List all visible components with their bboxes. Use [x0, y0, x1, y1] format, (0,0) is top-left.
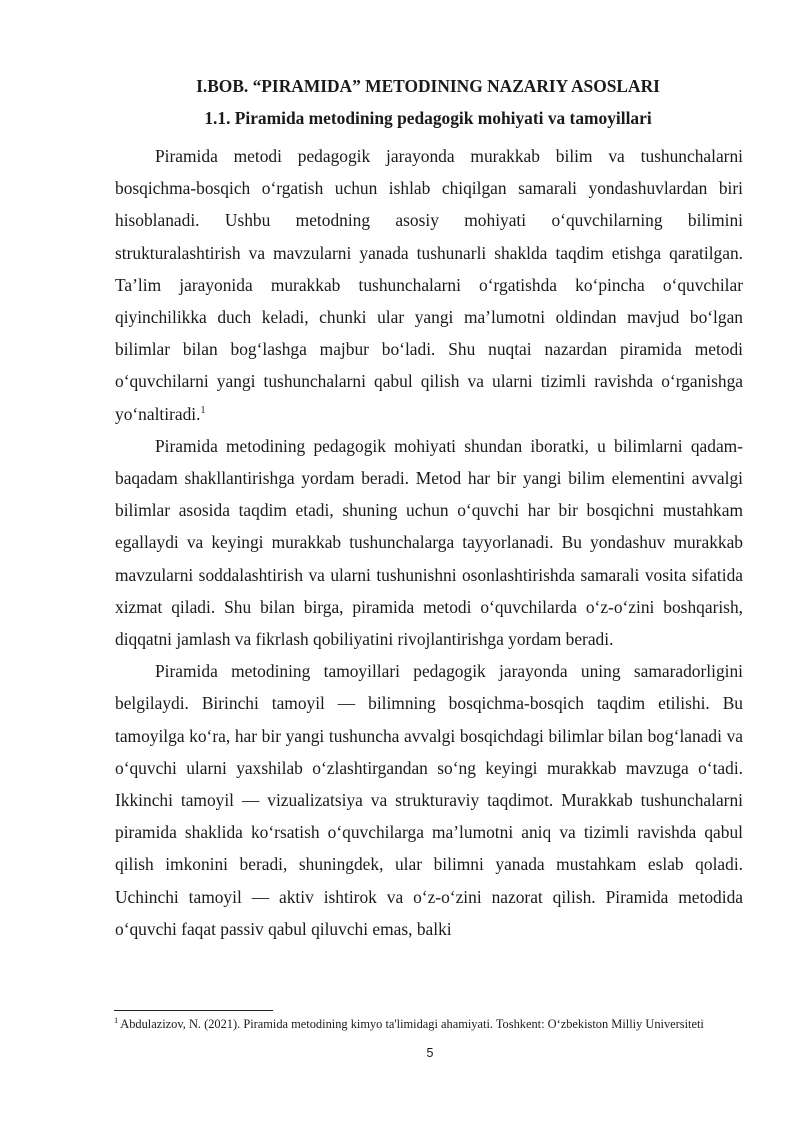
page-number: 5 [426, 1046, 434, 1060]
body-text [115, 140, 743, 945]
section-title: 1.1. Piramida metodining pedagogik mohiyati va tamoyillari [204, 108, 652, 128]
footnote-text: Abdulazizov, N. (2021). Piramida metodining kimyo ta'limidagi ahamiyati. Toshkent: O‘zbekiston Milliy Universiteti [120, 1017, 704, 1031]
footnote [114, 1016, 742, 1033]
footnote-mark: 1 [114, 1014, 119, 1025]
paragraph-3 [115, 655, 743, 945]
paragraph-2-text: Piramida metodining pedagogik mohiyati shundan iboratki, u bilimlarni qadam-baqadam shakllantirishga yordam beradi. Metod har bir yangi bilim elementini avvalgi bilimlar asosida taqdim etadi, shuning uchun o‘quvchi har bir bosqichni mustahkam egallaydi va keyingi murakkab tushunchalarga tayyorlanadi. Bu yondashuv murakkab mavzularni soddalashtirish va ularni tushunishni osonlashtirishda samarali vosita sifatida xizmat qiladi. Shu bilan birga, piramida metodi o‘quvchilarda o‘z-o‘zini boshqarish, diqqatni jamlash va fikrlash qobiliyatini rivojlantirishga yordam beradi. [115, 435, 743, 650]
paragraph-1 [115, 140, 743, 430]
paragraph-1-text: Piramida metodi pedagogik jarayonda murakkab bilim va tushunchalarni bosqichma-bosqich o‘rgatish uchun ishlab chiqilgan samarali yondashuvlardan biri hisoblanadi. Ushbu metodning asosiy mohiyati o‘quvchilarning bilimini strukturalashtirish va mavzularni yanada tushunarli shaklda taqdim etishga qaratilgan. Ta’lim jarayonida murakkab tushunchalarni o‘rgatishda ko‘pincha o‘quvchilar qiyinchilikka duch keladi, chunki ular yangi ma’lumotni oldindan mavjud bo‘lgan bilimlar bilan bog‘lashga majbur bo‘ladi. Shu nuqtai nazardan piramida metodi o‘quvchilarni yangi tushunchalarni qabul qilish va ularni tizimli ravishda o‘rganishga yo‘naltiradi. [115, 146, 743, 424]
chapter-title: I.BOB. “PIRAMIDA” METODINING NAZARIY ASOSLARI [196, 76, 660, 96]
footnote-separator [114, 1010, 273, 1011]
footnote-reference[interactable]: 1 [200, 404, 206, 416]
paragraph-2 [115, 430, 743, 655]
paragraph-3-text: Piramida metodining tamoyillari pedagogik jarayonda uning samaradorligini belgilaydi. Birinchi tamoyil — bilimning bosqichma-bosqich taqdim etilishi. Bu tamoyilga ko‘ra, har bir yangi tushuncha avvalgi bosqichdagi bilimlar bilan bog‘lanadi va o‘quvchi ularni yaxshilab o‘zlashtirgandan so‘ng keyingi murakkab mavzuga o‘tadi. Ikkinchi tamoyil — vizualizatsiya va strukturaviy taqdimot. Murakkab tushunchalarni piramida shaklida ko‘rsatish o‘quvchilarga ma’lumotni aniq va tizimli ravishda qabul qilish imkonini beradi, shuningdek, ular bilimni yanada mustahkam eslab qoladi. Uchinchi tamoyil — aktiv ishtirok va o‘z-o‘zini nazorat qilish. Piramida metodida o‘quvchi faqat passiv qabul qiluvchi emas, balki [115, 661, 743, 939]
